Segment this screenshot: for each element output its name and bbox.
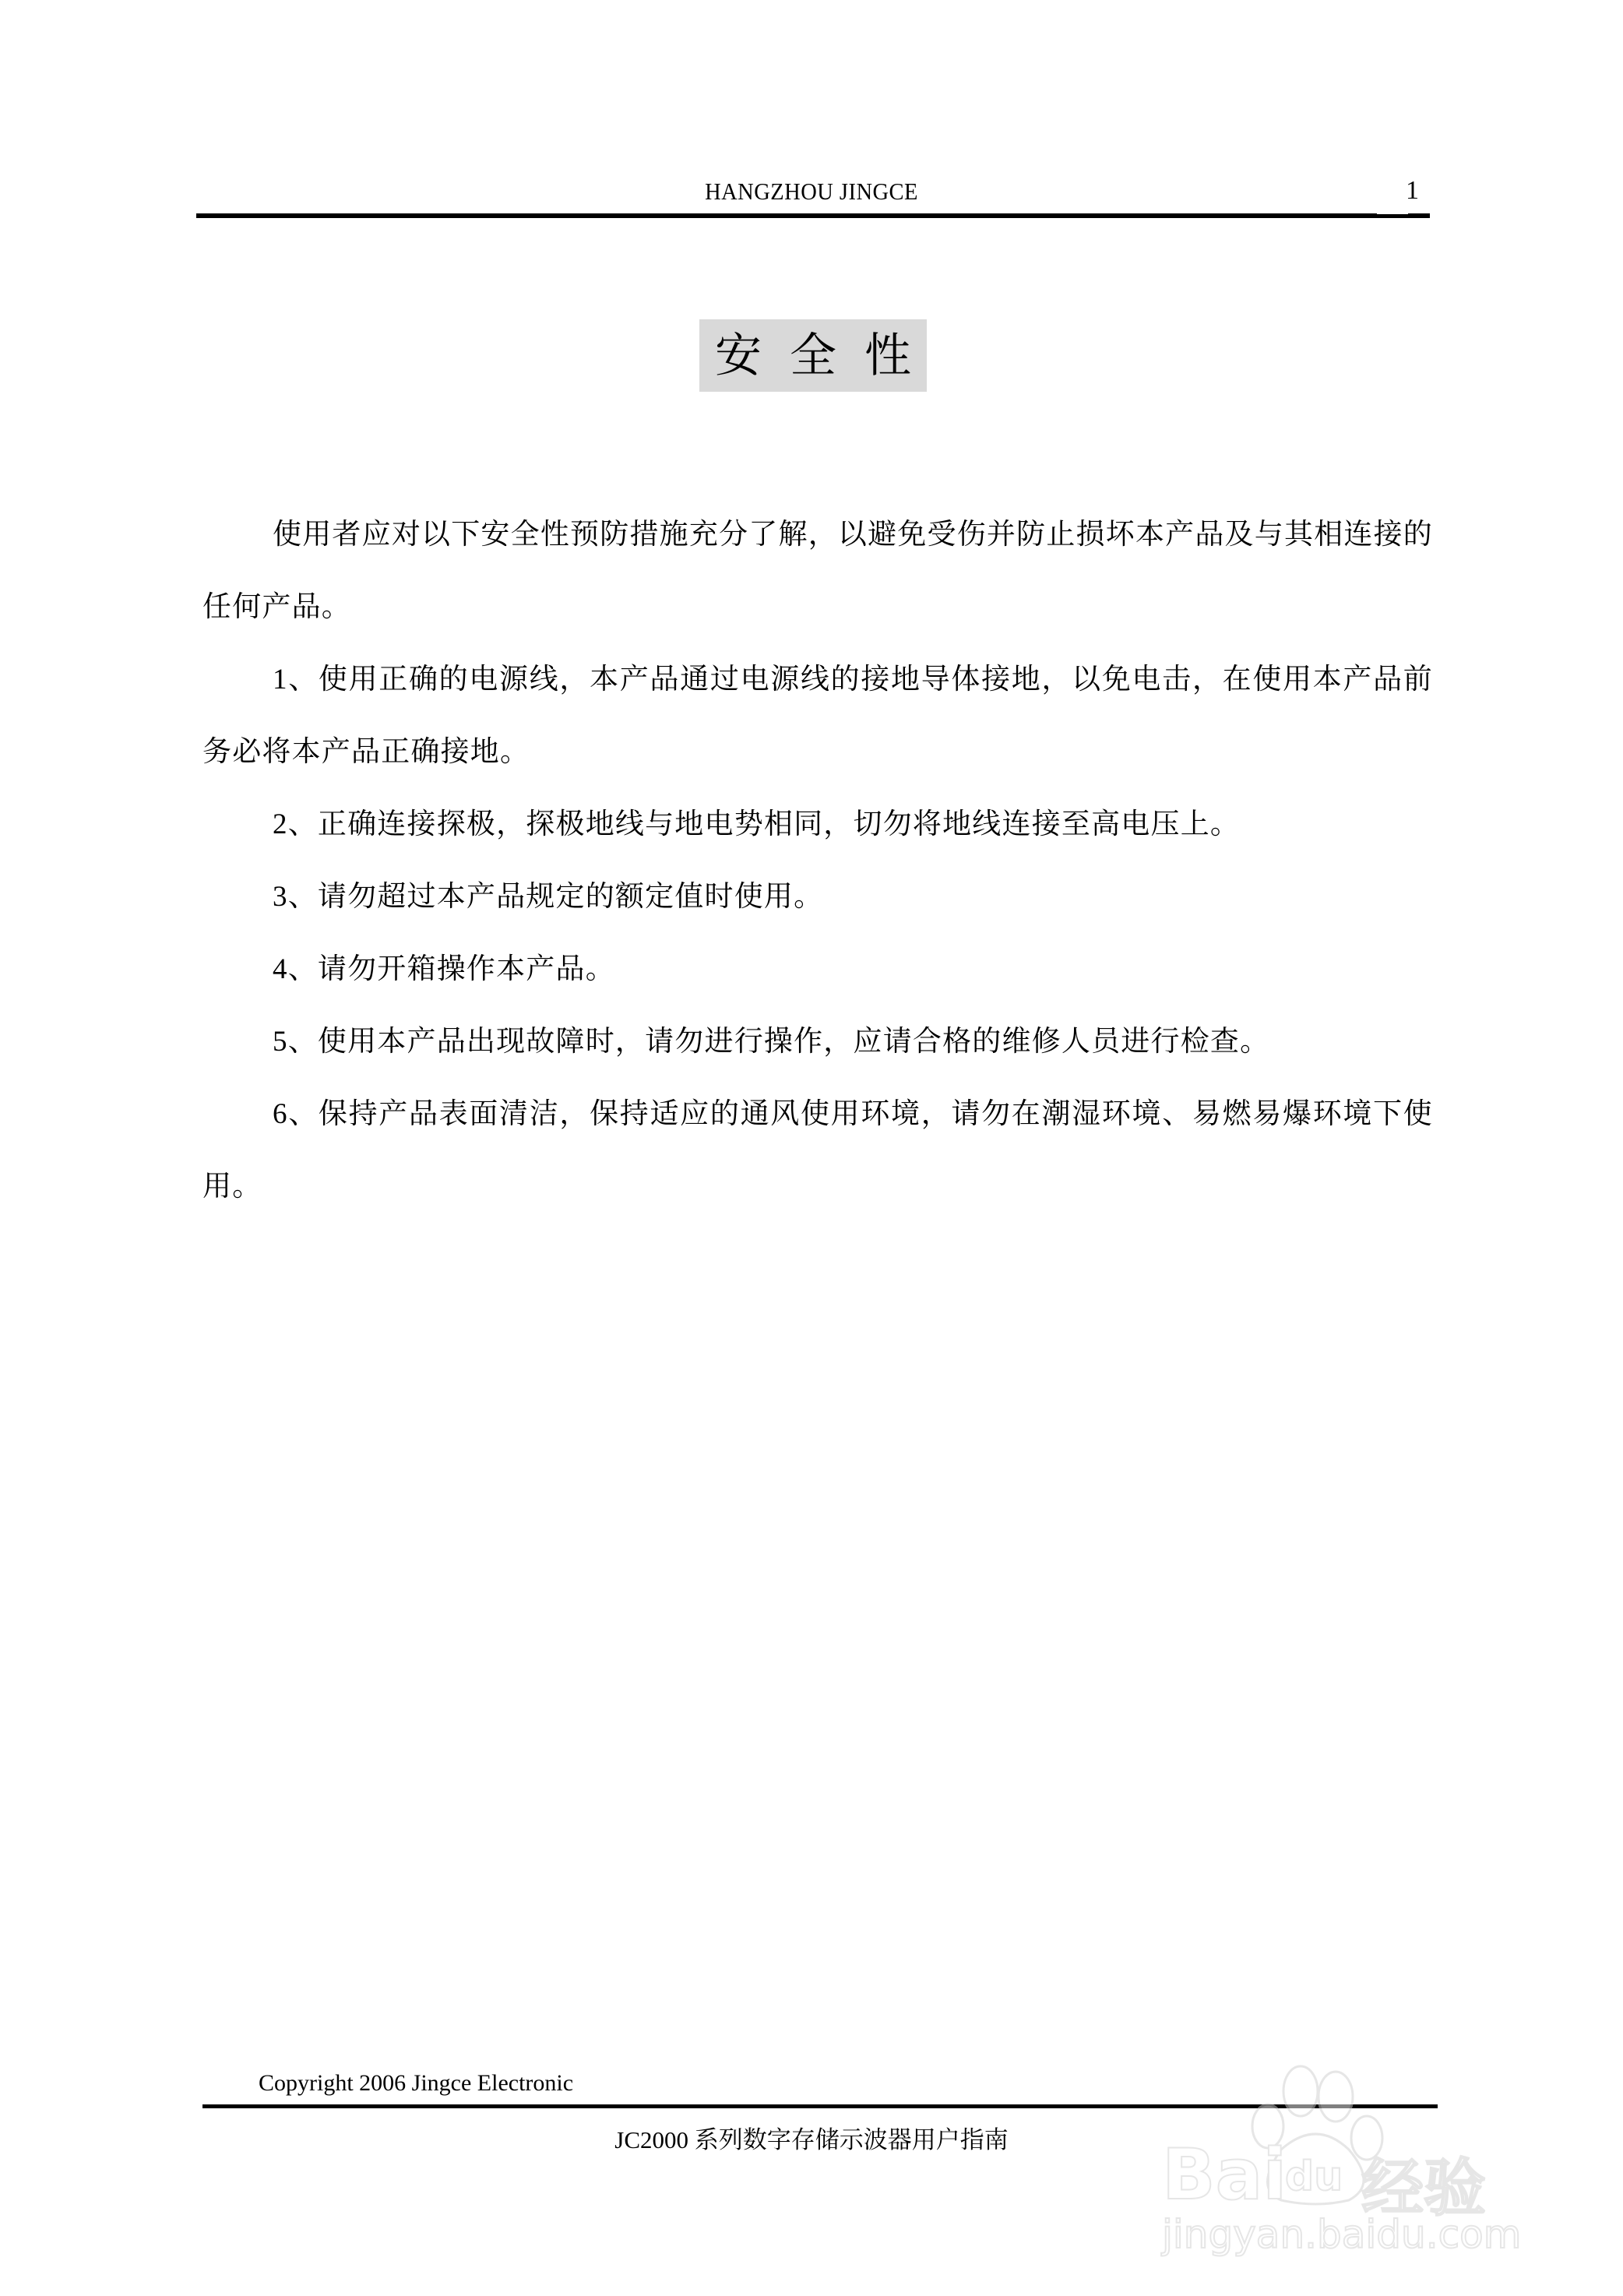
section-title: 安全性 xyxy=(715,328,939,383)
safety-item-2: 2、正确连接探极，探极地线与地电势相同，切勿将地线连接至高电压上。 xyxy=(273,808,1241,840)
baidu-jingyan-watermark xyxy=(1145,2056,1581,2290)
document-body xyxy=(202,498,1433,1223)
safety-item-5: 5、使用本产品出现故障时，请勿进行操作，应请合格的维修人员进行检查。 xyxy=(273,1026,1270,1058)
header-title: HANGZHOU JINGCE xyxy=(705,178,918,205)
page-number: 1 xyxy=(1406,176,1419,205)
section-title-box xyxy=(699,319,939,392)
watermark-url: jingyan.baidu.com xyxy=(1162,2212,1522,2257)
safety-item-6: 6、保持产品表面清洁，保持适应的通风使用环境，请勿在潮湿环境、易燃易爆环境下使用。 xyxy=(202,1098,1433,1203)
watermark-brand-cn: 经验 xyxy=(1361,2152,1486,2224)
watermark-brand-paw: du xyxy=(1285,2153,1343,2200)
header-rule-gap xyxy=(1377,212,1408,214)
footer-copyright: Copyright 2006 Jingce Electronic xyxy=(259,2070,574,2096)
safety-item-3: 3、请勿超过本产品规定的额定值时使用。 xyxy=(273,881,824,913)
safety-item-1: 1、使用正确的电源线，本产品通过电源线的接地导体接地，以免电击，在使用本产品前务必将本产品正确接地。 xyxy=(202,664,1433,768)
safety-item-4: 4、请勿开箱操作本产品。 xyxy=(273,953,615,985)
footer-document-title: JC2000 系列数字存储示波器用户指南 xyxy=(614,2126,1009,2153)
watermark-brand: Bai xyxy=(1162,2134,1287,2216)
intro-paragraph: 使用者应对以下安全性预防措施充分了解，以避免受伤并防止损坏本产品及与其相连接的任何产品。 xyxy=(202,519,1433,623)
header-rule xyxy=(196,213,1430,218)
